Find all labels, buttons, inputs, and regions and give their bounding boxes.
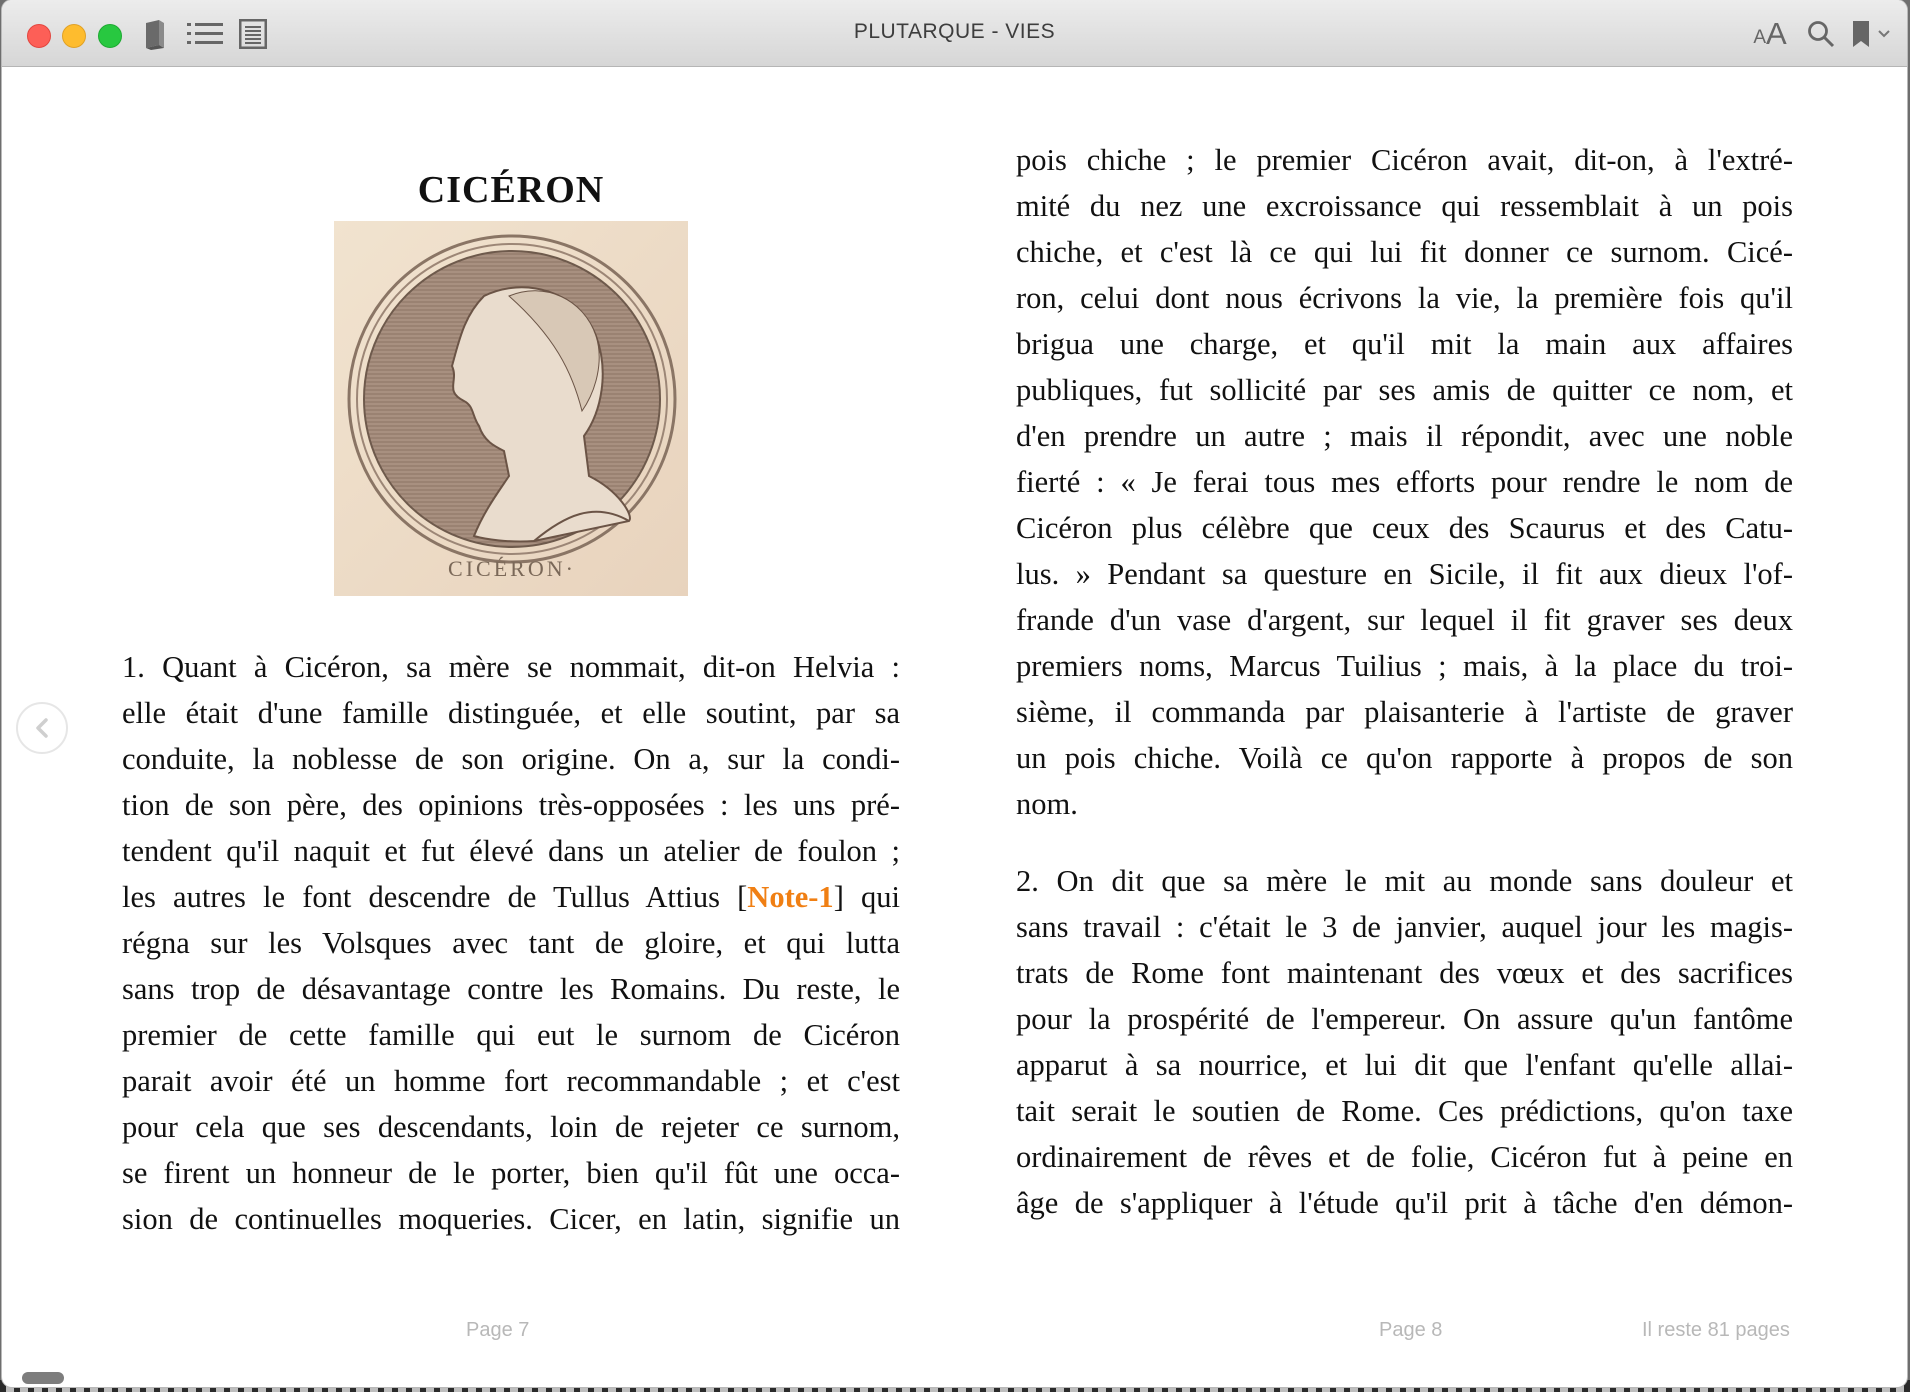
text-line: apparut à sa nourrice, et lui dit que l'enfant qu'elle allai-	[1016, 1048, 1793, 1082]
text-fragment: ] qui	[833, 880, 900, 914]
right-page-number: Page 8	[1379, 1319, 1443, 1341]
text-line: brigua une charge, et qu'il mit la main aux affaires	[1016, 327, 1793, 361]
text-line: un pois chiche. Voilà ce qu'on rapporte à propos de son	[1016, 741, 1793, 775]
search-icon	[1807, 20, 1835, 48]
pages-remaining: Il reste 81 pages	[1642, 1319, 1790, 1341]
text-line: fierté : « Je ferai tous mes efforts pour rendre le nom de	[1016, 465, 1793, 499]
chapter-title: CICÉRON	[417, 169, 605, 211]
text-line: mité du nez une excroissance qui ressemblait à un pois	[1016, 189, 1793, 223]
text-line: tait serait le soutien de Rome. Ces prédictions, qu'on taxe	[1016, 1094, 1793, 1128]
text-line: conduite, la noblesse de son origine. On a, sur la condi-	[122, 742, 900, 776]
text-line: pour cela que ses descendants, loin de rejeter ce surnom,	[122, 1110, 900, 1144]
text-line: âge de s'appliquer à l'étude qu'il prit à tâche d'en démon-	[1016, 1186, 1793, 1220]
text-line: chiche, et c'est là ce qui lui fit donner ce surnom. Cicé-	[1016, 235, 1793, 269]
text-line: se firent un honneur de le porter, bien qu'il fût une occa-	[122, 1156, 900, 1190]
text-line: trats de Rome font maintenant des vœux et des sacrifices	[1016, 956, 1793, 990]
text-line: lus. » Pendant sa questure en Sicile, il fit aux dieux l'of-	[1016, 557, 1793, 591]
left-page-number: Page 7	[466, 1319, 530, 1341]
text-line: sion de continuelles moqueries. Cicer, en latin, signifie un	[122, 1202, 900, 1236]
text-line: tendent qu'il naquit et fut élevé dans un atelier de foulon ;	[122, 834, 900, 868]
text-line-with-note	[122, 874, 900, 920]
horizontal-scrollbar-thumb[interactable]	[22, 1372, 64, 1384]
bookmark-icon	[1853, 21, 1869, 47]
text-line: elle était d'une famille distinguée, et elle soutint, par sa	[122, 696, 900, 730]
font-small-a: A	[1753, 27, 1766, 48]
note-1-link[interactable]: Note-1	[747, 880, 834, 914]
search-button[interactable]	[1806, 18, 1836, 50]
font-size-button[interactable]	[1748, 18, 1792, 50]
chevron-down-icon	[1878, 30, 1890, 38]
text-line: 2. On dit que sa mère le mit au monde sans douleur et	[1016, 864, 1793, 898]
previous-page-button[interactable]	[16, 702, 68, 754]
text-line: 1. Quant à Cicéron, sa mère se nommait, dit-on Helvia :	[122, 650, 900, 684]
portrait-image	[334, 221, 688, 596]
text-line: frande d'un vase d'argent, sur lequel il fit graver ses deux	[1016, 603, 1793, 637]
text-line: pois chiche ; le premier Cicéron avait, dit-on, à l'extré-	[1016, 143, 1793, 177]
chevron-left-icon	[35, 718, 49, 738]
text-line: ordinairement de rêves et de folie, Cicéron fut à peine en	[1016, 1140, 1793, 1174]
text-line: ron, celui dont nous écrivons la vie, la première fois qu'il	[1016, 281, 1793, 315]
title-bar	[2, 0, 1907, 67]
text-line: nom.	[1016, 787, 1078, 821]
font-large-a: A	[1766, 16, 1787, 51]
text-line: sième, il commanda par plaisanterie à l'artiste de graver	[1016, 695, 1793, 729]
paragraph-1-continued	[1016, 137, 1793, 827]
text-line: tion de son père, des opinions très-opposées : les uns pré-	[122, 788, 900, 822]
text-line: parait avoir été un homme fort recommandable ; et c'est	[122, 1064, 900, 1098]
paragraph-2	[1016, 858, 1793, 1226]
text-line: premiers noms, Marcus Tuilius ; mais, à la place du troi-	[1016, 649, 1793, 683]
paragraph-1	[122, 644, 900, 1242]
text-line: premier de cette famille qui eut le surnom de Cicéron	[122, 1018, 900, 1052]
text-line: sans trop de désavantage contre les Romains. Du reste, le	[122, 972, 900, 1006]
window-title: PLUTARQUE - VIES	[853, 20, 1056, 43]
portrait-caption: CICÉRON·	[448, 556, 576, 581]
text-line: Cicéron plus célèbre que ceux des Scaurus et des Catu-	[1016, 511, 1793, 545]
text-line: publiques, fut sollicité par ses amis de quitter ce nom, et	[1016, 373, 1793, 407]
text-line: sans travail : c'était le 3 de janvier, auquel jour les magis-	[1016, 910, 1793, 944]
book-reader-window	[2, 0, 1907, 1387]
text-line: d'en prendre un autre ; mais il répondit, avec une noble	[1016, 419, 1793, 453]
bookmark-button[interactable]	[1852, 18, 1870, 50]
text-line: pour la prospérité de l'empereur. On assure qu'un fantôme	[1016, 1002, 1793, 1036]
bookmark-menu-button[interactable]	[1876, 18, 1892, 50]
text-line: régna sur les Volsques avec tant de gloire, et qui lutta	[122, 926, 900, 960]
text-fragment: les autres le font descendre de Tullus Attius [	[122, 880, 748, 914]
